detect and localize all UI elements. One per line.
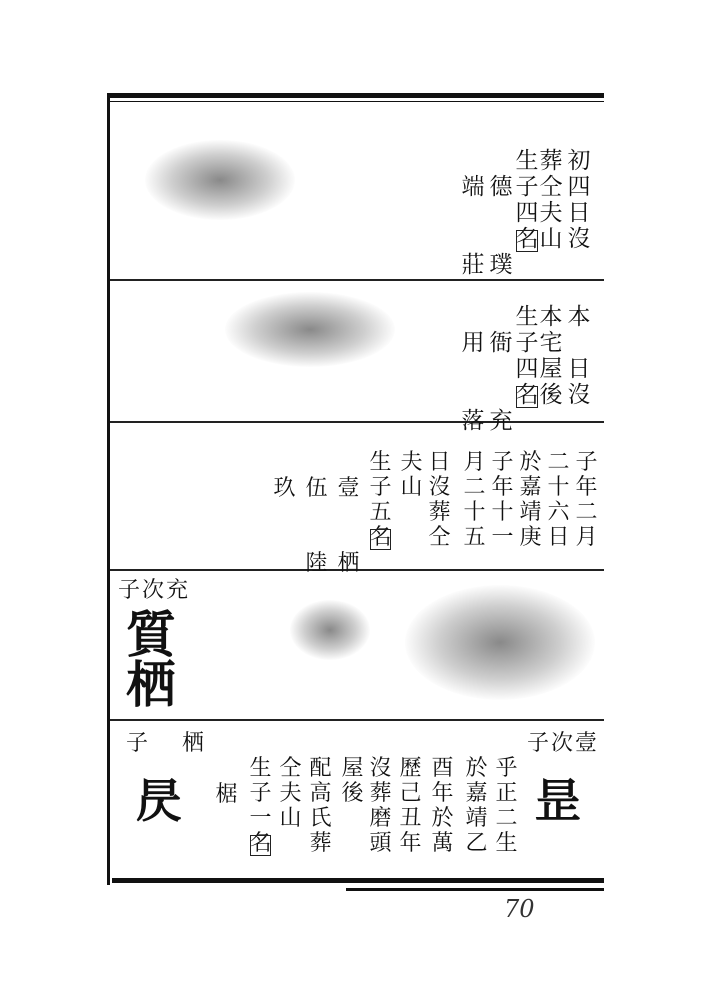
text-column: 屋 後 xyxy=(341,756,364,806)
top-border xyxy=(107,93,604,98)
text-column: 月 二 十 五 xyxy=(463,450,486,550)
text-column: 伍 陸 xyxy=(305,476,328,576)
bottom-border xyxy=(112,878,604,883)
text-column: 初 四 日 沒 xyxy=(567,148,591,252)
text-column: 子 年 十 一 xyxy=(491,450,514,550)
ink-smudge xyxy=(145,140,295,220)
text-column: 乎 正 二 生 xyxy=(495,756,518,856)
generation-label: 子次壹 xyxy=(527,731,600,756)
text-column: 於 嘉 靖 乙 xyxy=(465,756,488,856)
text-column: 生 子 四 名 xyxy=(515,148,539,252)
text-column: 生 子 一 名 xyxy=(249,756,272,856)
text-column: 子 年 二 月 xyxy=(575,450,598,550)
text-column: 歷 己 丑 年 xyxy=(399,756,422,856)
text-column: 衙 充 xyxy=(489,330,513,434)
text-column: 德 璞 xyxy=(489,174,513,278)
section-divider xyxy=(110,719,604,721)
text-column: 沒 葬 磨 頭 xyxy=(369,756,392,856)
person-name: 昰 xyxy=(535,774,581,828)
text-column: 於 嘉 靖 庚 xyxy=(519,450,542,550)
generation-label: 子次充 xyxy=(118,578,191,603)
text-column: 端 莊 xyxy=(461,174,485,278)
page-number: 70 xyxy=(504,895,535,923)
generation-label: 子 栖 xyxy=(126,731,211,756)
text-column: 日 沒 葬 仝 xyxy=(428,450,451,550)
text-column: 酉 年 於 萬 xyxy=(431,756,454,856)
text-column: 二 十 六 日 xyxy=(547,450,570,550)
section-divider xyxy=(110,421,604,423)
text-column: 椐 xyxy=(215,782,238,807)
text-column: 用 落 xyxy=(461,330,485,434)
text-column: 仝 夫 山 xyxy=(279,756,302,831)
ink-smudge xyxy=(225,292,395,367)
text-column: 配 高 氏 葬 xyxy=(309,756,332,856)
ink-smudge xyxy=(405,585,595,700)
left-border xyxy=(107,93,110,885)
person-name: 質栖 xyxy=(126,605,176,714)
top-border-thin xyxy=(107,101,604,102)
text-column: 生 子 四 名 xyxy=(515,304,539,408)
text-column: 壹 栖 xyxy=(337,476,360,576)
text-column: 生 子 五 名 xyxy=(369,450,392,550)
ink-smudge xyxy=(290,600,370,660)
section-divider xyxy=(110,279,604,281)
text-column: 本 日 沒 xyxy=(567,304,591,408)
text-column: 夫 山 xyxy=(400,450,423,500)
text-column: 玖 xyxy=(273,476,296,501)
bottom-border-thin xyxy=(346,888,604,891)
person-name: 昃 xyxy=(136,774,182,828)
text-column: 葬 仝 夫 山 xyxy=(539,148,563,252)
text-column: 本 宅 屋 後 xyxy=(539,304,563,408)
